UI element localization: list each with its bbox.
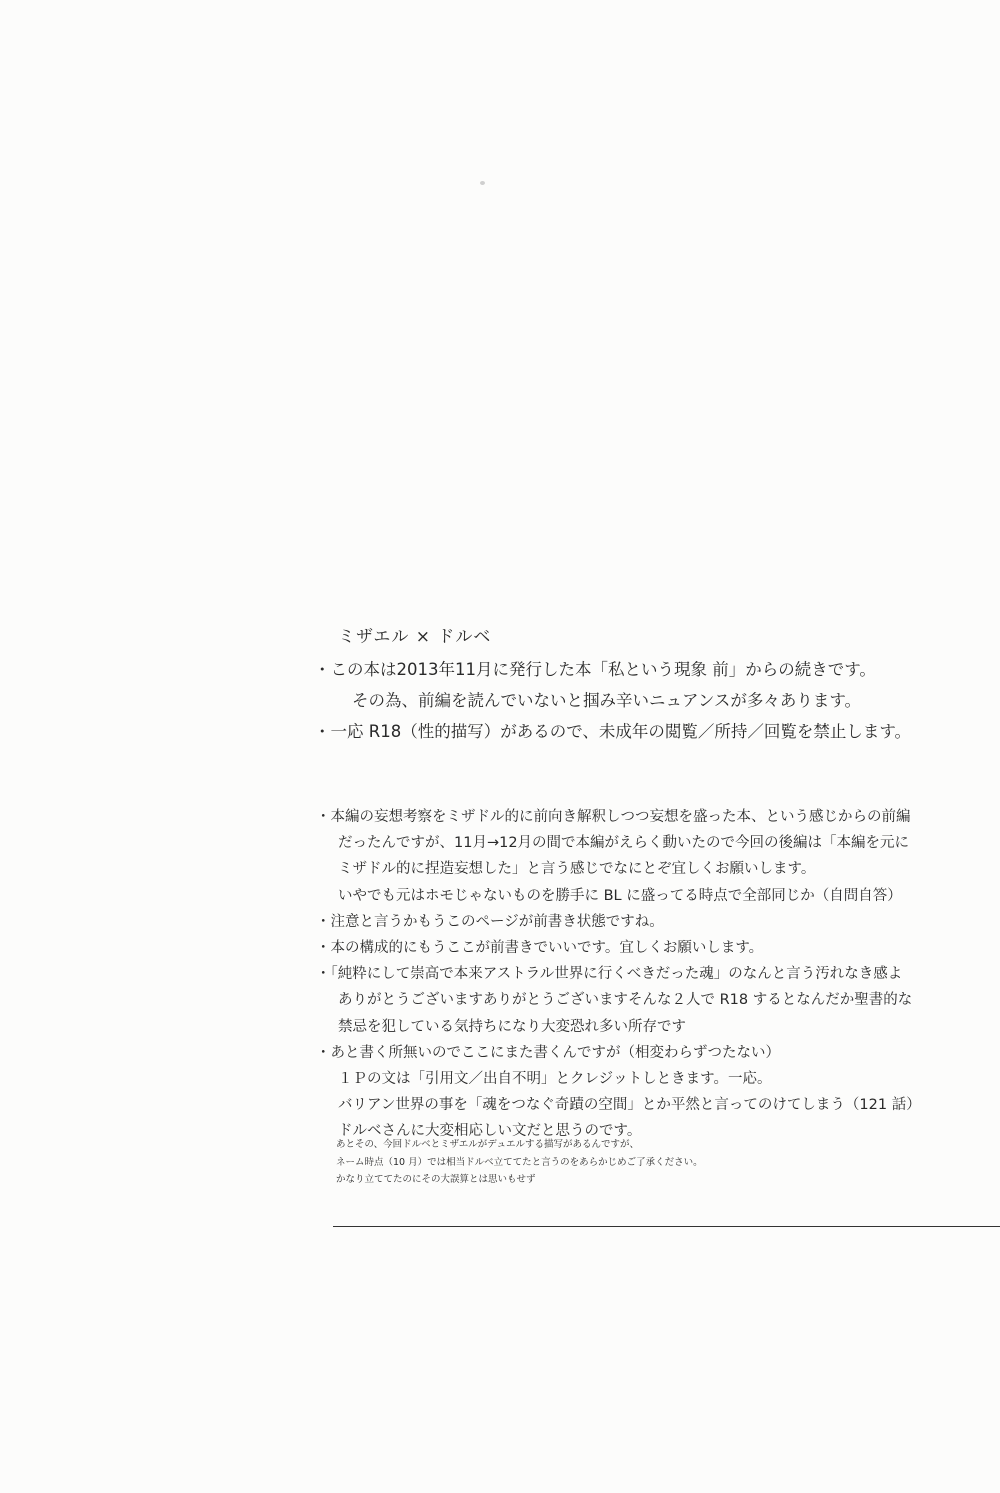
footnote-line: あとその、今回ドルベとミザエルがデュエルする描写があるんですが、	[336, 1139, 639, 1150]
note-line: ミザドル的に捏造妄想した」と言う感じでなにとぞ宜しくお願いします。	[338, 861, 816, 878]
note-line: ・注意と言うかもうこのページが前書き状態ですね。	[316, 913, 664, 930]
notice-line: その為、前編を読んでいないと掴み辛いニュアンスが多々あります。	[352, 691, 862, 710]
note-line: いやでも元はホモじゃないものを勝手に BL に盛ってる時点で全部同じか（自問自答）	[338, 887, 902, 904]
note-line: ありがとうございますありがとうございますそんな２人で R18 するとなんだか聖書的な	[338, 992, 913, 1009]
note-line: バリアン世界の事を「魂をつなぐ奇蹟の空間」とか平然と言ってのけてしまう（121 話）	[338, 1097, 921, 1114]
author-notes	[316, 804, 976, 1145]
note-line: ・本編の妄想考察をミザドル的に前向き解釈しつつ妄想を盛った本、という感じからの前編	[316, 809, 911, 825]
paper-speck	[480, 181, 485, 185]
footnote-line: ネーム時点（10 月）では相当ドルベ立ててたと言うのをあらかじめご了承ください。	[336, 1156, 703, 1168]
note-line: だったんですが、11月→12月の間で本編がえらく動いたので今回の後編は「本編を元に	[338, 835, 910, 852]
note-line: 禁忌を犯している気持ちになり大変恐れ多い所存です	[338, 1018, 686, 1035]
notice-line: ・一応 R18（性的描写）があるので、未成年の閲覧／所持／回覧を禁止します。	[314, 722, 912, 741]
note-line: １Ｐの文は「引用文／出自不明」とクレジットしときます。一応。	[338, 1071, 772, 1088]
divider-rule	[333, 1226, 1000, 1227]
note-line: ・「純粋にして崇高で本来アストラル世界に行くべきだった魂」のなんと言う汚れなき感よ	[316, 966, 903, 983]
footnote	[336, 1136, 936, 1189]
content-notice	[314, 654, 974, 747]
footnote-line: かなり立ててたのにその大誤算とは思いもせず	[336, 1174, 536, 1185]
note-line: ・あと書く所無いのでここにまた書くんですが（相変わらずつたない）	[316, 1044, 780, 1061]
note-line: ・本の構成的にもうここが前書きでいいです。宜しくお願いします。	[316, 940, 764, 957]
pairing-header: ミザエル × ドルベ	[338, 627, 492, 647]
note-line: ドルベさんに大変相応しい文だと思うのです。	[338, 1123, 642, 1140]
notice-line: ・この本は2013年11月に発行した本「私という現象 前」からの続きです。	[314, 660, 876, 679]
